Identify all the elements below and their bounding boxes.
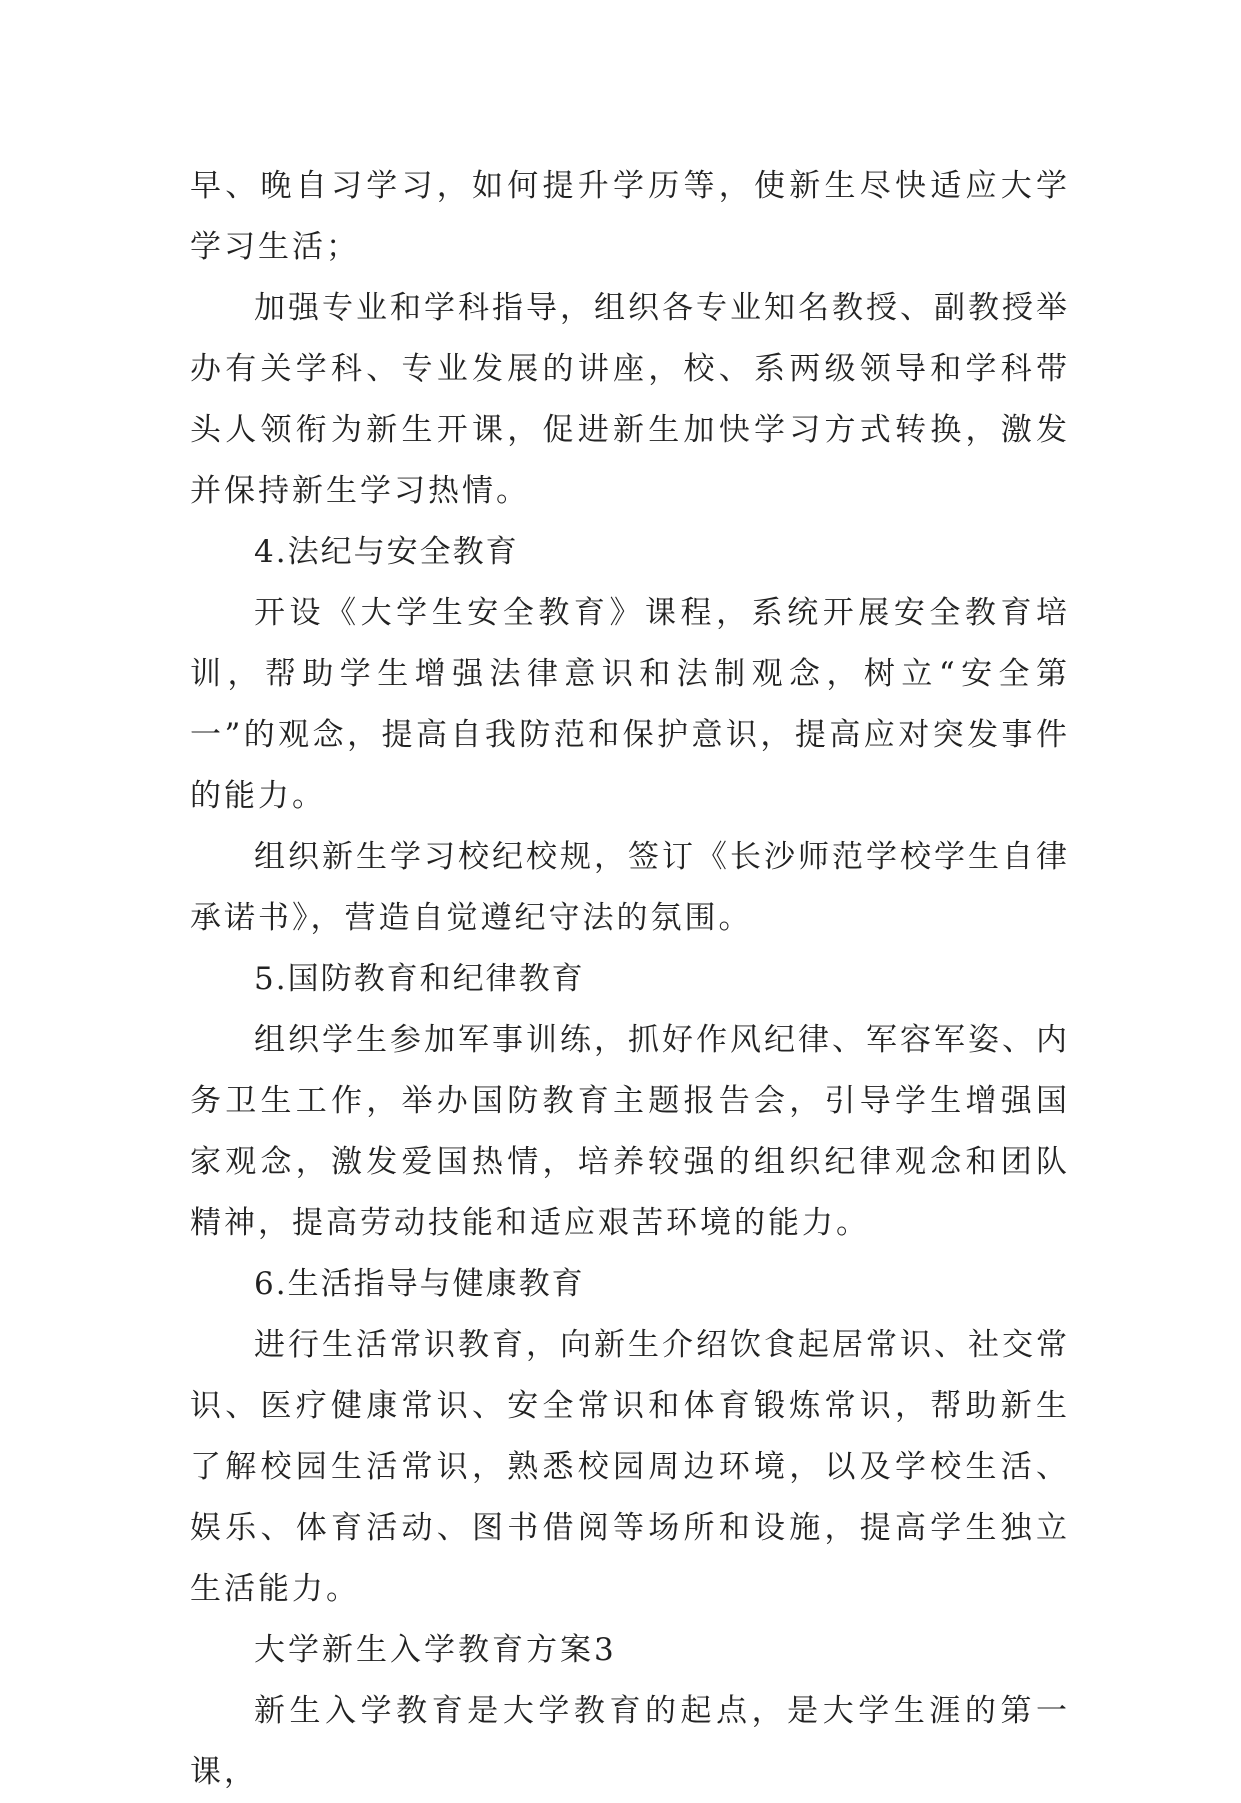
section-heading-law-safety: 4.法纪与安全教育 xyxy=(254,534,519,570)
paragraph-orientation-intro: 新生入学教育是大学教育的起点，是大学生涯的第一课， xyxy=(190,1693,1070,1790)
paragraph-school-rules: 组织新生学习校纪校规，签订《长沙师范学校学生自律承诺书》，营造自觉遵纪守法的氛围。 xyxy=(190,839,1070,936)
paragraph-study-life: 早、晚自习学习，如何提升学历等，使新生尽快适应大学学习生活； xyxy=(190,168,1070,265)
paragraph-subject-guidance: 加强专业和学科指导，组织各专业知名教授、副教授举办有关学科、专业发展的讲座，校、系两级领导和学科带头人领衔为新生开课，促进新生加快学习方式转换，激发并保持新生学习热情。 xyxy=(190,290,1070,509)
section-heading-life-health: 6.生活指导与健康教育 xyxy=(254,1266,585,1302)
section-title-plan-3: 大学新生入学教育方案3 xyxy=(254,1632,617,1668)
paragraph-life-knowledge: 进行生活常识教育，向新生介绍饮食起居常识、社交常识、医疗健康常识、安全常识和体育锻炼常识，帮助新生了解校园生活常识，熟悉校园周边环境，以及学校生活、娱乐、体育活动、图书借阅等场所和设施，提高学生独立生活能力。 xyxy=(190,1327,1070,1607)
section-heading-defense-discipline: 5.国防教育和纪律教育 xyxy=(254,961,585,997)
document-body xyxy=(190,156,1070,1803)
paragraph-safety-course: 开设《大学生安全教育》课程，系统开展安全教育培训，帮助学生增强法律意识和法制观念，树立“安全第一”的观念，提高自我防范和保护意识，提高应对突发事件的能力。 xyxy=(190,595,1070,814)
paragraph-military-training: 组织学生参加军事训练，抓好作风纪律、军容军姿、内务卫生工作，举办国防教育主题报告会，引导学生增强国家观念，激发爱国热情，培养较强的组织纪律观念和团队精神，提高劳动技能和适应艰苦环境的能力。 xyxy=(190,1022,1070,1241)
